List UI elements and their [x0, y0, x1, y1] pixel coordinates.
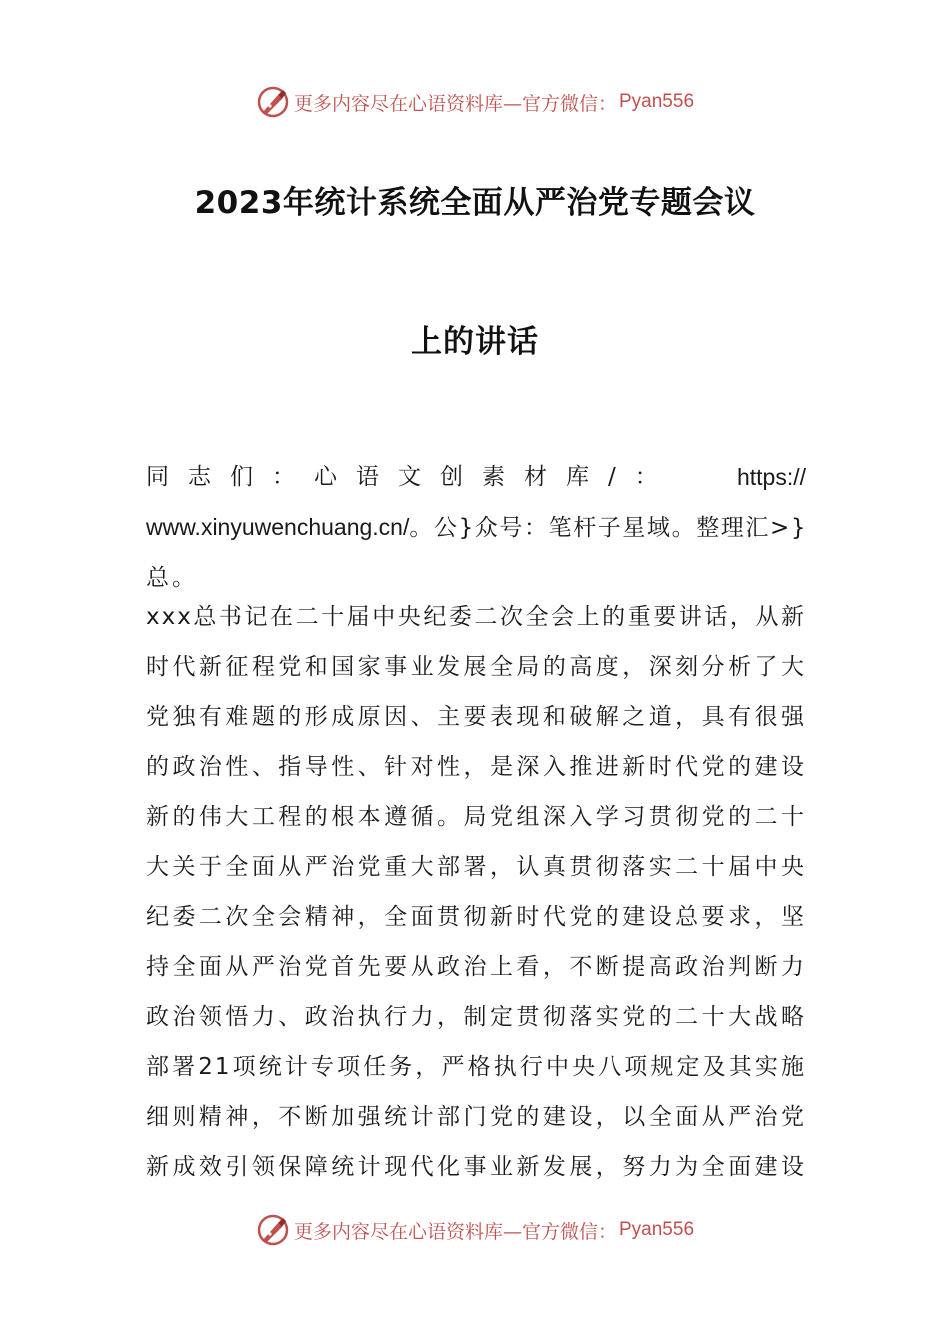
paragraph-line: xxx总书记在二十届中央纪委二次全会上的重要讲话，从新: [146, 604, 806, 630]
greeting-block: [146, 452, 806, 603]
greeting-url-part-1: https://: [736, 464, 806, 490]
paragraph-line: 时代新征程党和国家事业发展全局的高度，深刻分析了大: [146, 654, 806, 680]
watermark-text: 更多内容尽在心语资料库—官方微信：: [293, 1220, 617, 1243]
greeting-notice-text: 。公}众号：笔杆子星域。整理汇>}: [409, 515, 808, 541]
paragraph-line: 细则精神，不断加强统计部门党的建设，以全面从严治党: [146, 1104, 806, 1130]
watermark-handle: Pyan556: [619, 91, 695, 112]
pen-nib-logo-icon: [256, 85, 290, 119]
paragraph-line: 的政治性、指导性、针对性，是深入推进新时代党的建设: [146, 754, 806, 780]
watermark-text: 更多内容尽在心语资料库—官方微信：: [293, 92, 617, 115]
watermark-handle: Pyan556: [619, 1219, 695, 1240]
paragraph-line: 党独有难题的形成原因、主要表现和破解之道，具有很强: [146, 704, 806, 730]
body-paragraph: [146, 599, 806, 1199]
greeting-line-2: [146, 502, 806, 553]
watermark-header: [0, 84, 950, 120]
paragraph-line: 新成效引领保障统计现代化事业新发展，努力为全面建设: [146, 1154, 806, 1180]
paragraph-line: 政治领悟力、政治执行力，制定贯彻落实党的二十大战略: [146, 1004, 806, 1030]
document-title-line-1: 2023年统计系统全面从严治党专题会议: [194, 185, 756, 221]
watermark-footer: [0, 1212, 950, 1248]
paragraph-line: 大关于全面从严治党重大部署，认真贯彻落实二十届中央: [146, 854, 806, 880]
paragraph-line: 持全面从严治党首先要从政治上看，不断提高政治判断力: [146, 954, 806, 980]
paragraph-line: 纪委二次全会精神，全面贯彻新时代党的建设总要求，坚: [146, 904, 806, 930]
paragraph-line: 新的伟大工程的根本遵循。局党组深入学习贯彻党的二十: [146, 804, 806, 830]
greeting-url-part-2: www.xinyuwenchuang.cn/: [146, 514, 410, 540]
greeting-salutation: 同志们：心语文创素材库/：: [146, 464, 677, 490]
document-title-line-2: 上的讲话: [411, 324, 539, 360]
pen-nib-logo-icon: [256, 1213, 290, 1247]
paragraph-line: 部署21项统计专项任务，严格执行中央八项规定及其实施: [146, 1054, 806, 1080]
greeting-line-1: [146, 452, 806, 502]
greeting-line-3: 总。: [146, 565, 198, 591]
